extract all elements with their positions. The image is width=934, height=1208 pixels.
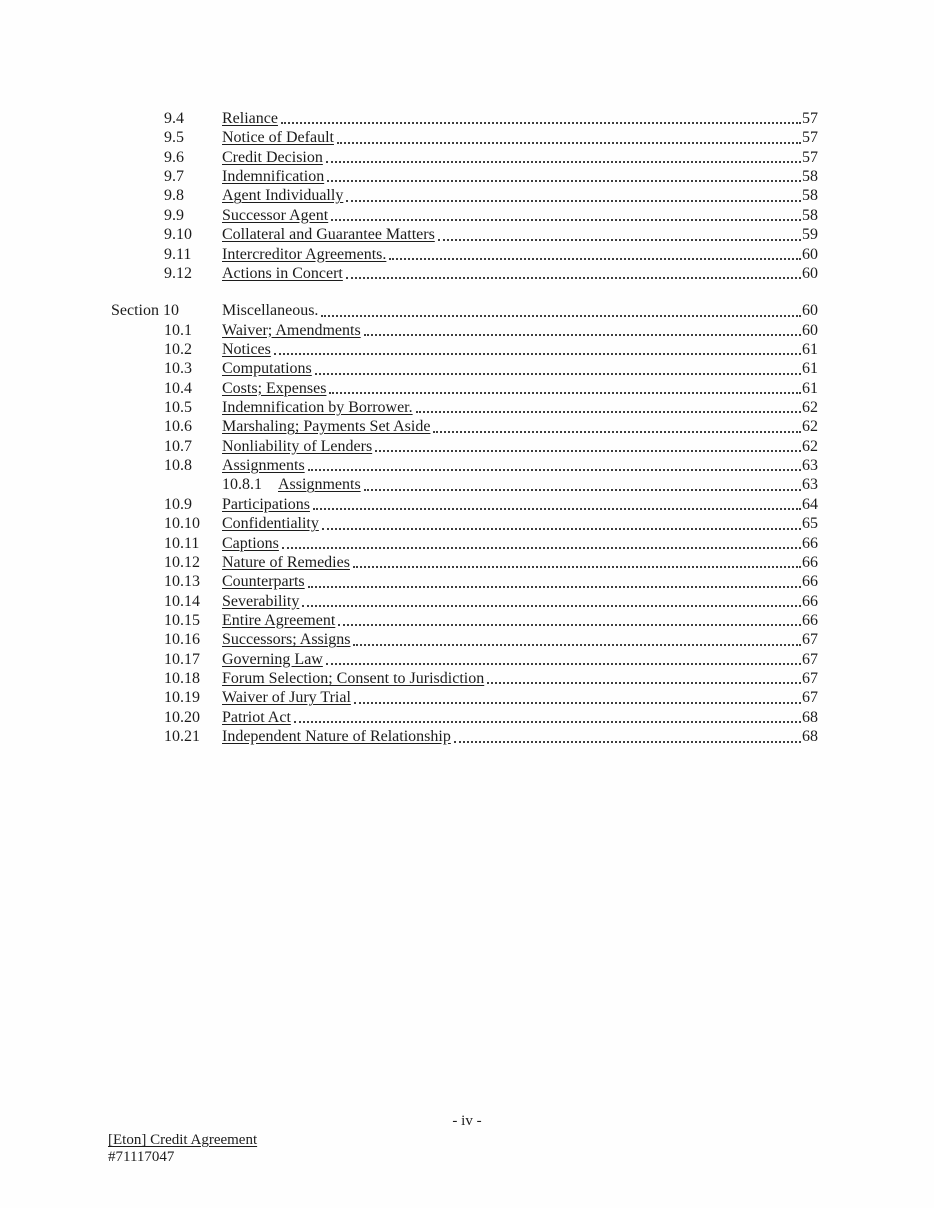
toc-entry-page: 57 [802, 148, 818, 166]
dot-leader [313, 508, 801, 510]
dot-leader [281, 122, 801, 124]
toc-entry-number: 9.8 [164, 187, 184, 205]
toc-entry-page: 67 [802, 689, 818, 707]
toc-row [111, 398, 818, 417]
toc-entry-link[interactable]: Indemnification [222, 168, 325, 186]
toc-entry-link[interactable]: Forum Selection; Consent to Jurisdiction [222, 670, 485, 688]
toc-entry-link[interactable]: Severability [222, 592, 300, 610]
toc-entry-page: 67 [802, 670, 818, 688]
toc-row [111, 109, 818, 128]
toc-entry-page: 57 [802, 129, 818, 147]
dot-leader [315, 373, 801, 375]
dot-leader [353, 566, 801, 568]
toc-entry-link[interactable]: Computations [222, 360, 312, 378]
toc-entry-page: 59 [802, 226, 818, 244]
dot-leader [331, 219, 801, 221]
toc-entry-number: 10.17 [164, 650, 200, 668]
dot-leader [308, 586, 801, 588]
dot-leader [337, 142, 801, 144]
toc-row [111, 708, 818, 727]
toc-entry-number: 9.11 [164, 245, 192, 263]
page-number-folio: - iv - [452, 1113, 482, 1129]
dot-leader [389, 258, 801, 260]
toc-entry-page: 64 [802, 495, 818, 513]
toc-entry-link[interactable]: Nature of Remedies [222, 553, 350, 571]
toc-entry-link[interactable]: Intercreditor Agreements. [222, 245, 387, 263]
toc-entry-page: 62 [802, 418, 818, 436]
toc-row [111, 495, 818, 514]
toc-entry-number: 10.11 [164, 534, 200, 552]
dot-leader [294, 721, 801, 723]
toc-row [111, 321, 818, 340]
toc-entry-page: 62 [802, 437, 818, 455]
toc-row [111, 437, 818, 456]
toc-row [111, 379, 818, 398]
toc-row [111, 417, 818, 436]
toc-entry-link[interactable]: Credit Decision [222, 148, 323, 166]
toc-entry-number: 10.19 [164, 689, 200, 707]
dot-leader [338, 624, 801, 626]
toc-row [111, 475, 818, 494]
toc-entry-link[interactable]: Waiver of Jury Trial [222, 689, 351, 707]
toc-entry-link[interactable]: Patriot Act [222, 708, 291, 726]
toc-entry-number: 10.18 [164, 670, 200, 688]
dot-leader [322, 528, 801, 530]
toc-entry-page: 66 [802, 534, 818, 552]
toc-entry-number: 9.5 [164, 129, 184, 147]
toc-entry-page: 57 [802, 110, 818, 127]
toc-entry-number: 10.4 [164, 379, 192, 397]
toc-entry-link[interactable]: Participations [222, 495, 310, 513]
toc-entry-number: 10.14 [164, 592, 200, 610]
toc-row [111, 456, 818, 475]
dot-leader [364, 489, 801, 491]
toc-entry-number: 10.9 [164, 495, 192, 513]
toc-entry-page: 60 [802, 245, 818, 263]
toc-entry-number: 9.7 [164, 168, 184, 186]
toc-entry-number: 9.9 [164, 206, 184, 224]
toc-entry-link[interactable]: Actions in Concert [222, 264, 343, 282]
toc-entry-number: 10.10 [164, 515, 200, 533]
dot-leader [329, 392, 801, 394]
toc-entry-link[interactable]: Governing Law [222, 650, 323, 668]
toc-entry-page: 61 [802, 360, 818, 378]
toc-entry-number: 9.10 [164, 226, 192, 244]
dot-leader [327, 180, 801, 182]
toc-entry-number: 10.5 [164, 399, 192, 417]
toc-entry-number: 10.7 [164, 437, 192, 455]
toc-entry-number: 10.21 [164, 728, 200, 746]
toc-row [111, 186, 818, 205]
toc-entry-link[interactable]: Assignments [278, 476, 361, 494]
toc-row [111, 225, 818, 244]
dot-leader [326, 663, 801, 665]
dot-leader [353, 644, 801, 646]
toc-entry-page: 63 [802, 476, 818, 494]
toc-entry-page: 68 [802, 728, 818, 746]
toc-entry-link[interactable]: Captions [222, 534, 279, 552]
toc-row [111, 592, 818, 611]
dot-leader [487, 682, 801, 684]
toc-entry-number: 9.12 [164, 264, 192, 282]
toc-entry-link[interactable]: Successors; Assigns [222, 631, 351, 649]
toc-entry-link[interactable]: Notice of Default [222, 129, 334, 147]
dot-leader [375, 450, 801, 452]
toc-entry-number: 10.13 [164, 573, 200, 591]
toc-entry-page: 60 [802, 321, 818, 339]
toc-entry-page: 61 [802, 379, 818, 397]
toc-entry-link[interactable]: Collateral and Guarantee Matters [222, 226, 435, 244]
toc-entry-link[interactable]: Indemnification by Borrower. [222, 399, 413, 417]
toc-entry-page: 66 [802, 553, 818, 571]
toc-row [111, 650, 818, 669]
dot-leader [416, 411, 801, 413]
toc-entry-number: 10.8 [164, 457, 192, 475]
toc-entry-link[interactable]: Assignments [222, 457, 305, 475]
toc-entry-number: 10.6 [164, 418, 192, 436]
dot-leader [454, 741, 801, 743]
toc-entry-link[interactable]: Confidentiality [222, 515, 319, 533]
dot-leader [321, 315, 801, 317]
toc-entry-page: 62 [802, 399, 818, 417]
toc-row [111, 245, 818, 264]
toc-row [111, 148, 818, 167]
toc-entry-link[interactable]: Costs; Expenses [222, 379, 327, 397]
toc-entry-number: 10.16 [164, 631, 200, 649]
toc-row [111, 611, 818, 630]
dot-leader [308, 469, 801, 471]
toc-entry-page: 58 [802, 206, 818, 224]
toc-row [111, 669, 818, 688]
toc-row [111, 340, 818, 359]
toc-entry-page: 60 [802, 302, 818, 320]
toc-entry-link[interactable]: Marshaling; Payments Set Aside [222, 418, 431, 436]
toc-entry-page: 66 [802, 592, 818, 610]
toc-row [111, 630, 818, 649]
toc-entry-page: 68 [802, 708, 818, 726]
toc-entry-link[interactable]: Successor Agent [222, 206, 329, 224]
toc-entry-number: 10.15 [164, 611, 200, 629]
toc-row [111, 572, 818, 591]
toc-entry-number: 10.2 [164, 340, 192, 358]
toc-entry-link[interactable]: Waiver; Amendments [222, 321, 361, 339]
toc-entry-link[interactable]: Notices [222, 340, 271, 358]
toc-row [111, 167, 818, 186]
toc-row [111, 264, 818, 283]
dot-leader [346, 277, 801, 279]
toc-entry-page: 61 [802, 340, 818, 358]
toc-entry-link[interactable]: Counterparts [222, 573, 305, 591]
dot-leader [354, 702, 801, 704]
toc-row [111, 301, 818, 320]
toc-entry-number: 10.12 [164, 553, 200, 571]
dot-leader [302, 605, 801, 607]
toc-entry-page: 65 [802, 515, 818, 533]
toc-section-title: Miscellaneous. [222, 302, 319, 320]
toc-section-gap [111, 283, 818, 301]
toc-row [111, 206, 818, 225]
toc-entry-page: 66 [802, 573, 818, 591]
dot-leader [438, 239, 801, 241]
toc-row [111, 553, 818, 572]
toc-entry-link[interactable]: Independent Nature of Relationship [222, 728, 451, 746]
dot-leader [364, 334, 801, 336]
toc-entry-link[interactable]: Agent Individually [222, 187, 344, 205]
dot-leader [274, 353, 801, 355]
toc-row [111, 514, 818, 533]
toc-entry-page: 60 [802, 264, 818, 282]
toc-entry-number: 10.1 [164, 321, 192, 339]
table-of-contents [111, 109, 818, 747]
toc-entry-number: 10.3 [164, 360, 192, 378]
toc-entry-link[interactable]: Nonliability of Lenders [222, 437, 373, 455]
toc-row [111, 688, 818, 707]
toc-entry-number: 9.6 [164, 148, 184, 166]
dot-leader [326, 161, 801, 163]
toc-entry-page: 58 [802, 187, 818, 205]
toc-entry-number: 10.20 [164, 708, 200, 726]
toc-section-label: Section 10 [111, 302, 179, 320]
toc-entry-page: 66 [802, 611, 818, 629]
toc-entry-page: 67 [802, 650, 818, 668]
dot-leader [433, 431, 801, 433]
toc-row [111, 359, 818, 378]
toc-row [111, 534, 818, 553]
toc-entry-page: 67 [802, 631, 818, 649]
toc-entry-number: 10.8.1 [222, 476, 262, 494]
toc-entry-link[interactable]: Reliance [222, 110, 278, 127]
dot-leader [282, 547, 801, 549]
toc-row [111, 727, 818, 746]
toc-entry-number: 9.4 [164, 110, 184, 127]
document-title: [Eton] Credit Agreement [108, 1132, 258, 1148]
dot-leader [346, 200, 801, 202]
toc-row [111, 128, 818, 147]
toc-entry-page: 58 [802, 168, 818, 186]
document-number: #71117047 [108, 1148, 175, 1165]
toc-entry-link[interactable]: Entire Agreement [222, 611, 336, 629]
toc-entry-page: 63 [802, 457, 818, 475]
document-footer [108, 1132, 257, 1165]
